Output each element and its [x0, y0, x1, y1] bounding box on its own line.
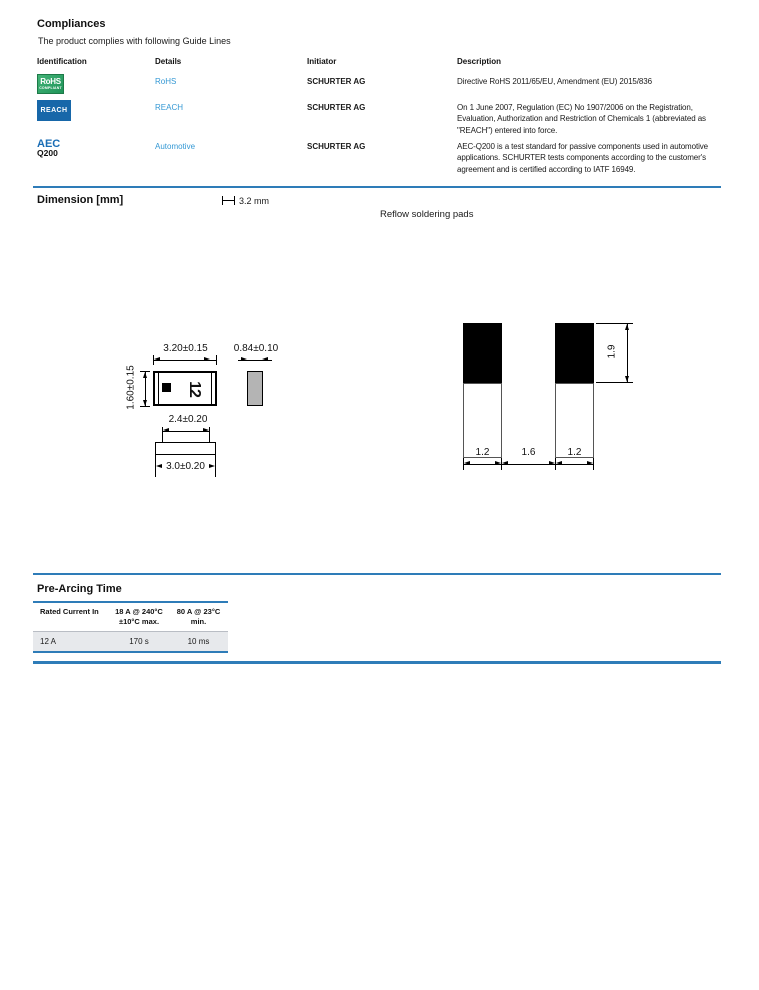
dim-arrow: [262, 357, 268, 361]
pad-height-label: 1.9: [606, 344, 618, 359]
component-side-view: [247, 371, 263, 406]
col-header-identification: Identification: [37, 57, 87, 66]
dim-arrow: [502, 461, 508, 465]
dim-arrow: [203, 428, 209, 432]
component-bottom-view: [155, 442, 216, 455]
aec-description: AEC-Q200 is a test standard for passive components used in automotive applications. SCHURTER tests components according to the customer's agreement and is certified according to IATF 16949.: [457, 142, 709, 174]
rohs-badge-subtext: COMPLIANT: [39, 86, 62, 90]
rohs-details-link[interactable]: RoHS: [155, 77, 177, 86]
pa-col2-header-line2: ±10°C max.: [118, 617, 160, 626]
pa-time-80: 10 ms: [187, 637, 210, 646]
dim-tick: [216, 355, 217, 365]
col-header-description: Description: [457, 57, 502, 66]
rohs-compliant-badge: [37, 74, 64, 94]
reach-initiator: SCHURTER AG: [307, 103, 366, 112]
pa-col3-header-line1: 80 A @ 23°C: [176, 607, 221, 616]
pad-left-width-label: 1.2: [475, 447, 490, 458]
dim-arrow: [587, 461, 593, 465]
scale-label: 3.2 mm: [239, 196, 270, 206]
dim-arrow: [154, 357, 160, 361]
pa-col1-header: Rated Current In: [40, 607, 99, 616]
rohs-badge-text: RoHS: [40, 77, 61, 86]
dim-terminal-span-label: 2.4±0.20: [168, 414, 208, 425]
dim-bottom-length-label: 3.0±0.20: [166, 461, 205, 472]
component-cap-line: [158, 373, 159, 404]
col-header-initiator: Initiator: [307, 57, 337, 66]
dimension-title: Dimension [mm]: [37, 194, 124, 206]
aec-initiator: SCHURTER AG: [307, 142, 366, 151]
table-rule: [33, 651, 228, 653]
dim-line: [463, 464, 593, 465]
aec-logo-line1: AEC: [37, 138, 61, 150]
pre-arcing-title: Pre-Arcing Time: [37, 583, 122, 595]
dim-tick: [209, 427, 210, 442]
dim-tick: [140, 406, 150, 407]
pad-left-solder-area: [463, 323, 502, 383]
compliances-subtitle: The product complies with following Guide Lines: [38, 36, 231, 46]
component-marking: 12: [186, 381, 203, 397]
pad-gap-label: 1.6: [521, 447, 536, 458]
aec-logo-line2: Q200: [37, 148, 58, 158]
reach-details-link[interactable]: REACH: [155, 103, 184, 112]
section-divider: [33, 661, 721, 664]
reach-description: On 1 June 2007, Regulation (EC) No 1907/2006 on the Registration, Evaluation, Authorization and Restriction of Chemicals 1 (abbreviated as "REACH") entered into force.: [457, 103, 706, 135]
dim-width-label: 3.20±0.15: [163, 343, 208, 354]
pad-right-width-label: 1.2: [567, 447, 582, 458]
dim-arrow: [143, 400, 147, 406]
col-header-details: Details: [155, 57, 182, 66]
dim-arrow: [156, 464, 162, 468]
dim-arrow: [625, 376, 629, 382]
marking-dot: [162, 383, 171, 392]
dim-height-label: 1.60±0.15: [125, 365, 137, 410]
table-rule: [33, 601, 228, 603]
dim-arrow: [209, 464, 215, 468]
dim-arrow: [549, 461, 555, 465]
dim-arrow: [464, 461, 470, 465]
dim-arrow: [495, 461, 501, 465]
pa-col3-header-line2: min.: [190, 617, 207, 626]
dim-arrow: [204, 357, 210, 361]
dim-arrow: [625, 324, 629, 330]
pa-col2-header-line1: 18 A @ 240°C: [115, 607, 163, 616]
dim-arrow: [556, 461, 562, 465]
reflow-pads-title: Reflow soldering pads: [380, 209, 474, 220]
section-divider: [33, 573, 721, 575]
pa-rated-current: 12 A: [40, 637, 57, 646]
dim-tick: [593, 458, 594, 470]
scale-bar-icon: [222, 200, 235, 201]
dim-arrow: [241, 357, 247, 361]
component-cap-line: [211, 373, 212, 404]
rohs-initiator: SCHURTER AG: [307, 77, 366, 86]
pad-right-solder-area: [555, 323, 594, 383]
dim-arrow: [163, 428, 169, 432]
dim-thickness-label: 0.84±0.10: [233, 343, 279, 354]
section-divider: [33, 186, 721, 188]
reach-badge: REACH: [37, 100, 71, 121]
compliances-title: Compliances: [37, 18, 106, 30]
automotive-details-link[interactable]: Automotive: [155, 142, 196, 151]
dim-arrow: [143, 372, 147, 378]
rohs-description: Directive RoHS 2011/65/EU, Amendment (EU) 2015/836: [457, 77, 652, 86]
dim-line: [627, 323, 628, 383]
pa-time-240: 170 s: [129, 637, 149, 646]
